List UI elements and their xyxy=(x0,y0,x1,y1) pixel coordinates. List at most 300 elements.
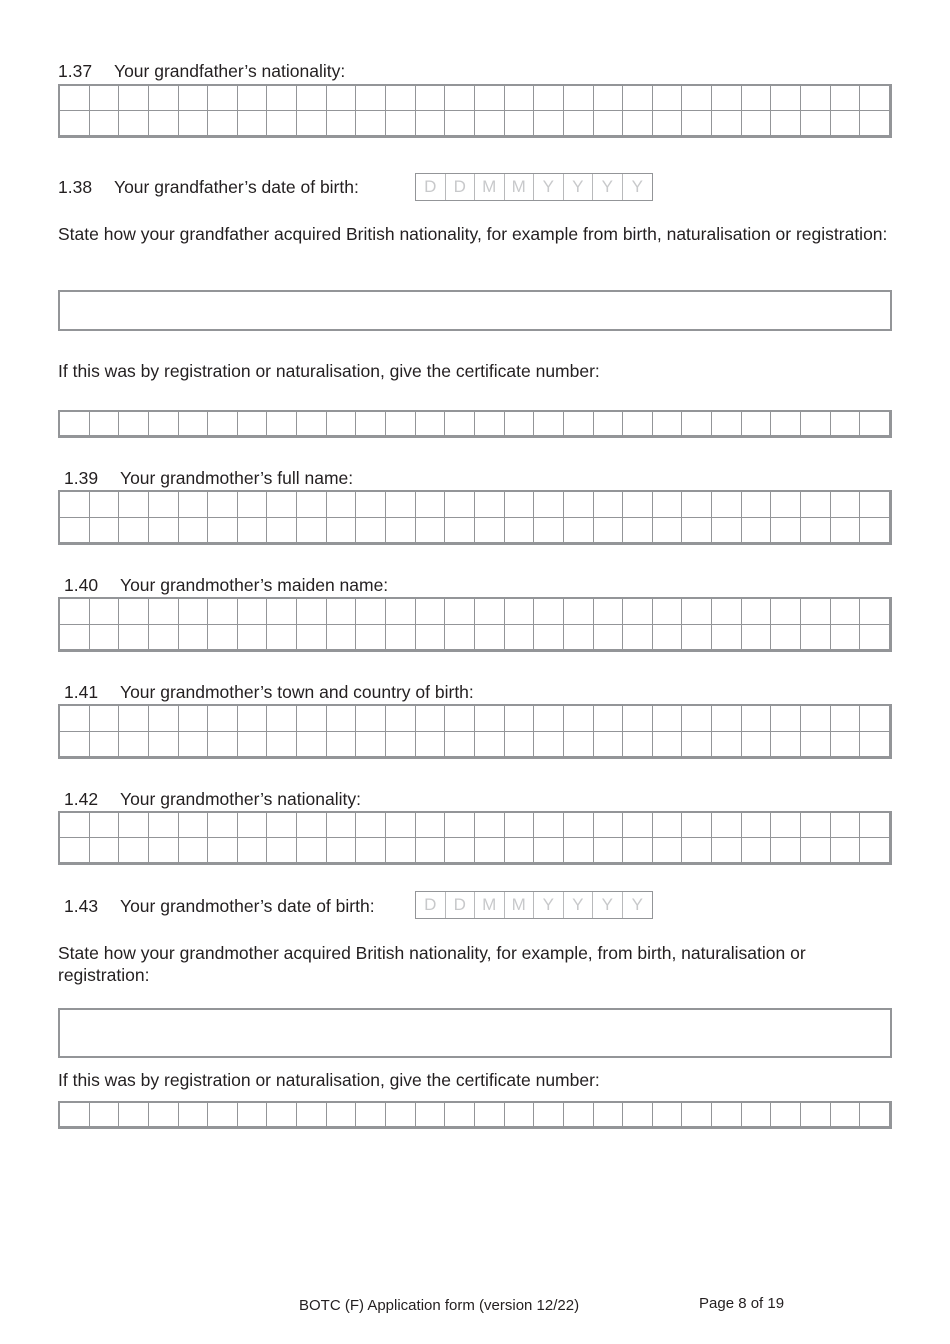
character-box[interactable] xyxy=(356,706,386,732)
grandmother-certificate-boxes[interactable] xyxy=(58,1101,892,1129)
character-box[interactable] xyxy=(534,813,564,838)
character-box[interactable] xyxy=(712,732,742,758)
character-box[interactable] xyxy=(742,518,772,544)
character-box[interactable] xyxy=(712,518,742,544)
character-box[interactable] xyxy=(208,625,238,651)
character-box[interactable] xyxy=(238,518,268,544)
character-box[interactable] xyxy=(416,492,446,518)
character-box[interactable] xyxy=(445,732,475,758)
character-box[interactable] xyxy=(119,706,149,732)
character-box[interactable] xyxy=(386,625,416,651)
grandfather-certificate-boxes[interactable] xyxy=(58,410,892,438)
character-box[interactable] xyxy=(149,412,179,436)
character-box[interactable] xyxy=(356,732,386,758)
character-box[interactable] xyxy=(594,518,624,544)
character-box[interactable] xyxy=(356,111,386,136)
character-box[interactable] xyxy=(564,625,594,651)
character-box[interactable] xyxy=(771,412,801,436)
character-box[interactable] xyxy=(682,111,712,136)
character-box[interactable] xyxy=(801,625,831,651)
character-box[interactable] xyxy=(682,599,712,625)
character-box[interactable] xyxy=(119,412,149,436)
character-box[interactable] xyxy=(356,518,386,544)
character-box[interactable] xyxy=(179,838,209,863)
grandmother-full-name-boxes[interactable] xyxy=(58,490,892,545)
character-box[interactable] xyxy=(445,492,475,518)
character-box[interactable] xyxy=(267,412,297,436)
character-box[interactable] xyxy=(327,518,357,544)
character-box[interactable] xyxy=(475,625,505,651)
character-box[interactable] xyxy=(623,111,653,136)
character-box[interactable] xyxy=(179,111,209,136)
character-box[interactable] xyxy=(564,732,594,758)
character-box[interactable] xyxy=(771,732,801,758)
character-box[interactable] xyxy=(119,1103,149,1127)
grandfather-dob-field[interactable] xyxy=(415,173,653,201)
character-box[interactable] xyxy=(682,625,712,651)
character-box[interactable] xyxy=(149,813,179,838)
character-box[interactable] xyxy=(682,492,712,518)
character-box[interactable] xyxy=(594,599,624,625)
character-box[interactable] xyxy=(60,518,90,544)
character-box[interactable] xyxy=(445,599,475,625)
character-box[interactable] xyxy=(801,492,831,518)
character-box[interactable] xyxy=(564,518,594,544)
character-box[interactable] xyxy=(416,111,446,136)
character-box[interactable] xyxy=(90,838,120,863)
character-box[interactable] xyxy=(623,625,653,651)
character-box[interactable] xyxy=(119,518,149,544)
character-box[interactable] xyxy=(653,412,683,436)
character-box[interactable] xyxy=(682,813,712,838)
character-box[interactable] xyxy=(149,111,179,136)
character-box[interactable] xyxy=(297,732,327,758)
character-box[interactable] xyxy=(386,732,416,758)
character-box[interactable] xyxy=(267,111,297,136)
character-box[interactable] xyxy=(179,599,209,625)
character-box[interactable] xyxy=(297,1103,327,1127)
character-box[interactable] xyxy=(682,1103,712,1127)
character-box[interactable] xyxy=(416,625,446,651)
character-box[interactable] xyxy=(297,518,327,544)
character-box[interactable] xyxy=(860,838,890,863)
character-box[interactable] xyxy=(801,838,831,863)
character-box[interactable] xyxy=(119,111,149,136)
character-box[interactable] xyxy=(90,111,120,136)
character-box[interactable] xyxy=(623,1103,653,1127)
character-box[interactable] xyxy=(445,86,475,111)
character-box[interactable] xyxy=(267,86,297,111)
character-box[interactable] xyxy=(742,1103,772,1127)
character-box[interactable] xyxy=(771,706,801,732)
character-box[interactable] xyxy=(742,732,772,758)
character-box[interactable] xyxy=(534,732,564,758)
character-box[interactable] xyxy=(90,599,120,625)
date-digit-box[interactable]: Y xyxy=(534,174,564,200)
character-box[interactable] xyxy=(594,813,624,838)
character-box[interactable] xyxy=(831,111,861,136)
character-box[interactable] xyxy=(771,599,801,625)
character-box[interactable] xyxy=(860,492,890,518)
grandmother-acquired-textbox[interactable] xyxy=(58,1008,892,1058)
character-box[interactable] xyxy=(238,838,268,863)
character-box[interactable] xyxy=(564,86,594,111)
character-box[interactable] xyxy=(475,599,505,625)
character-box[interactable] xyxy=(860,86,890,111)
character-box[interactable] xyxy=(267,1103,297,1127)
character-box[interactable] xyxy=(445,625,475,651)
character-box[interactable] xyxy=(327,732,357,758)
character-box[interactable] xyxy=(416,838,446,863)
character-box[interactable] xyxy=(119,599,149,625)
grandmother-maiden-name-boxes[interactable] xyxy=(58,597,892,652)
date-digit-box[interactable]: M xyxy=(475,174,505,200)
character-box[interactable] xyxy=(327,412,357,436)
character-box[interactable] xyxy=(386,518,416,544)
character-box[interactable] xyxy=(238,111,268,136)
character-box[interactable] xyxy=(238,732,268,758)
character-box[interactable] xyxy=(831,813,861,838)
character-box[interactable] xyxy=(386,599,416,625)
date-digit-box[interactable]: Y xyxy=(593,892,623,918)
character-box[interactable] xyxy=(594,412,624,436)
character-box[interactable] xyxy=(475,111,505,136)
character-box[interactable] xyxy=(564,599,594,625)
character-box[interactable] xyxy=(801,1103,831,1127)
character-box[interactable] xyxy=(416,412,446,436)
character-box[interactable] xyxy=(505,625,535,651)
character-box[interactable] xyxy=(60,492,90,518)
date-digit-box[interactable]: Y xyxy=(564,892,594,918)
date-digit-box[interactable]: M xyxy=(475,892,505,918)
date-digit-box[interactable]: Y xyxy=(631,895,643,914)
date-digit-box[interactable]: Y xyxy=(593,174,623,200)
character-box[interactable] xyxy=(356,813,386,838)
character-box[interactable] xyxy=(801,111,831,136)
character-box[interactable] xyxy=(860,732,890,758)
character-box[interactable] xyxy=(505,518,535,544)
character-box[interactable] xyxy=(475,86,505,111)
character-box[interactable] xyxy=(831,492,861,518)
character-box[interactable] xyxy=(208,412,238,436)
character-box[interactable] xyxy=(623,86,653,111)
character-box[interactable] xyxy=(860,625,890,651)
character-box[interactable] xyxy=(475,492,505,518)
character-box[interactable] xyxy=(119,732,149,758)
character-box[interactable] xyxy=(653,1103,683,1127)
character-box[interactable] xyxy=(475,838,505,863)
character-box[interactable] xyxy=(179,518,209,544)
character-box[interactable] xyxy=(60,86,90,111)
character-box[interactable] xyxy=(445,412,475,436)
character-box[interactable] xyxy=(594,732,624,758)
character-box[interactable] xyxy=(801,706,831,732)
character-box[interactable] xyxy=(238,599,268,625)
character-box[interactable] xyxy=(475,706,505,732)
character-box[interactable] xyxy=(208,706,238,732)
character-box[interactable] xyxy=(771,1103,801,1127)
character-box[interactable] xyxy=(771,86,801,111)
character-box[interactable] xyxy=(860,518,890,544)
character-box[interactable] xyxy=(534,706,564,732)
character-box[interactable] xyxy=(742,492,772,518)
character-box[interactable] xyxy=(356,412,386,436)
character-box[interactable] xyxy=(445,813,475,838)
character-box[interactable] xyxy=(445,1103,475,1127)
character-box[interactable] xyxy=(801,732,831,758)
character-box[interactable] xyxy=(712,706,742,732)
character-box[interactable] xyxy=(742,813,772,838)
character-box[interactable] xyxy=(179,625,209,651)
date-digit-box[interactable]: D xyxy=(446,892,476,918)
character-box[interactable] xyxy=(356,625,386,651)
character-box[interactable] xyxy=(445,518,475,544)
character-box[interactable] xyxy=(386,838,416,863)
character-box[interactable] xyxy=(682,838,712,863)
character-box[interactable] xyxy=(90,412,120,436)
character-box[interactable] xyxy=(860,412,890,436)
character-box[interactable] xyxy=(297,492,327,518)
character-box[interactable] xyxy=(386,813,416,838)
character-box[interactable] xyxy=(594,111,624,136)
character-box[interactable] xyxy=(623,518,653,544)
character-box[interactable] xyxy=(90,492,120,518)
character-box[interactable] xyxy=(416,813,446,838)
grandfather-acquired-textbox[interactable] xyxy=(58,290,892,331)
character-box[interactable] xyxy=(505,111,535,136)
character-box[interactable] xyxy=(238,1103,268,1127)
character-box[interactable] xyxy=(297,838,327,863)
character-box[interactable] xyxy=(149,732,179,758)
character-box[interactable] xyxy=(356,838,386,863)
character-box[interactable] xyxy=(208,813,238,838)
character-box[interactable] xyxy=(712,1103,742,1127)
character-box[interactable] xyxy=(534,492,564,518)
character-box[interactable] xyxy=(505,706,535,732)
character-box[interactable] xyxy=(831,706,861,732)
character-box[interactable] xyxy=(267,492,297,518)
character-box[interactable] xyxy=(60,599,90,625)
character-box[interactable] xyxy=(90,813,120,838)
character-box[interactable] xyxy=(534,1103,564,1127)
character-box[interactable] xyxy=(505,732,535,758)
character-box[interactable] xyxy=(238,412,268,436)
character-box[interactable] xyxy=(801,86,831,111)
character-box[interactable] xyxy=(505,599,535,625)
character-box[interactable] xyxy=(771,518,801,544)
character-box[interactable] xyxy=(90,1103,120,1127)
character-box[interactable] xyxy=(327,625,357,651)
character-box[interactable] xyxy=(771,625,801,651)
character-box[interactable] xyxy=(712,599,742,625)
character-box[interactable] xyxy=(208,518,238,544)
character-box[interactable] xyxy=(623,706,653,732)
character-box[interactable] xyxy=(149,492,179,518)
character-box[interactable] xyxy=(594,492,624,518)
character-box[interactable] xyxy=(179,492,209,518)
character-box[interactable] xyxy=(801,599,831,625)
character-box[interactable] xyxy=(327,492,357,518)
character-box[interactable] xyxy=(208,1103,238,1127)
character-box[interactable] xyxy=(445,706,475,732)
character-box[interactable] xyxy=(356,1103,386,1127)
character-box[interactable] xyxy=(119,813,149,838)
character-box[interactable] xyxy=(238,492,268,518)
character-box[interactable] xyxy=(831,86,861,111)
character-box[interactable] xyxy=(267,599,297,625)
character-box[interactable] xyxy=(238,813,268,838)
character-box[interactable] xyxy=(60,706,90,732)
character-box[interactable] xyxy=(475,732,505,758)
grandmother-nationality-boxes[interactable] xyxy=(58,811,892,865)
character-box[interactable] xyxy=(356,86,386,111)
character-box[interactable] xyxy=(712,625,742,651)
character-box[interactable] xyxy=(90,86,120,111)
character-box[interactable] xyxy=(60,813,90,838)
character-box[interactable] xyxy=(534,625,564,651)
character-box[interactable] xyxy=(564,111,594,136)
character-box[interactable] xyxy=(801,518,831,544)
character-box[interactable] xyxy=(445,838,475,863)
character-box[interactable] xyxy=(416,599,446,625)
character-box[interactable] xyxy=(564,1103,594,1127)
character-box[interactable] xyxy=(267,838,297,863)
character-box[interactable] xyxy=(534,86,564,111)
character-box[interactable] xyxy=(712,492,742,518)
character-box[interactable] xyxy=(149,86,179,111)
character-box[interactable] xyxy=(297,599,327,625)
character-box[interactable] xyxy=(712,412,742,436)
character-box[interactable] xyxy=(653,492,683,518)
character-box[interactable] xyxy=(445,111,475,136)
character-box[interactable] xyxy=(831,1103,861,1127)
character-box[interactable] xyxy=(653,518,683,544)
character-box[interactable] xyxy=(564,412,594,436)
character-box[interactable] xyxy=(594,625,624,651)
character-box[interactable] xyxy=(742,412,772,436)
character-box[interactable] xyxy=(297,111,327,136)
character-box[interactable] xyxy=(653,732,683,758)
character-box[interactable] xyxy=(682,86,712,111)
character-box[interactable] xyxy=(90,518,120,544)
character-box[interactable] xyxy=(238,86,268,111)
character-box[interactable] xyxy=(475,412,505,436)
character-box[interactable] xyxy=(208,732,238,758)
character-box[interactable] xyxy=(860,111,890,136)
character-box[interactable] xyxy=(297,412,327,436)
character-box[interactable] xyxy=(831,518,861,544)
character-box[interactable] xyxy=(238,706,268,732)
character-box[interactable] xyxy=(179,732,209,758)
character-box[interactable] xyxy=(149,599,179,625)
character-box[interactable] xyxy=(386,492,416,518)
character-box[interactable] xyxy=(801,813,831,838)
character-box[interactable] xyxy=(267,518,297,544)
character-box[interactable] xyxy=(386,706,416,732)
character-box[interactable] xyxy=(623,813,653,838)
character-box[interactable] xyxy=(682,412,712,436)
character-box[interactable] xyxy=(119,838,149,863)
character-box[interactable] xyxy=(327,706,357,732)
character-box[interactable] xyxy=(623,492,653,518)
character-box[interactable] xyxy=(208,492,238,518)
character-box[interactable] xyxy=(534,599,564,625)
character-box[interactable] xyxy=(860,706,890,732)
character-box[interactable] xyxy=(623,732,653,758)
date-digit-box[interactable]: Y xyxy=(631,177,643,196)
character-box[interactable] xyxy=(386,111,416,136)
character-box[interactable] xyxy=(179,813,209,838)
character-box[interactable] xyxy=(297,706,327,732)
character-box[interactable] xyxy=(623,838,653,863)
date-digit-box[interactable]: Y xyxy=(564,174,594,200)
character-box[interactable] xyxy=(475,1103,505,1127)
character-box[interactable] xyxy=(327,111,357,136)
character-box[interactable] xyxy=(623,599,653,625)
character-box[interactable] xyxy=(682,732,712,758)
character-box[interactable] xyxy=(564,706,594,732)
character-box[interactable] xyxy=(60,732,90,758)
character-box[interactable] xyxy=(60,111,90,136)
character-box[interactable] xyxy=(386,1103,416,1127)
character-box[interactable] xyxy=(505,838,535,863)
character-box[interactable] xyxy=(416,1103,446,1127)
character-box[interactable] xyxy=(179,412,209,436)
character-box[interactable] xyxy=(831,625,861,651)
character-box[interactable] xyxy=(564,492,594,518)
character-box[interactable] xyxy=(564,838,594,863)
character-box[interactable] xyxy=(682,518,712,544)
character-box[interactable] xyxy=(594,86,624,111)
character-box[interactable] xyxy=(267,732,297,758)
character-box[interactable] xyxy=(594,706,624,732)
character-box[interactable] xyxy=(653,599,683,625)
character-box[interactable] xyxy=(712,111,742,136)
character-box[interactable] xyxy=(653,625,683,651)
character-box[interactable] xyxy=(179,86,209,111)
character-box[interactable] xyxy=(742,111,772,136)
character-box[interactable] xyxy=(534,518,564,544)
character-box[interactable] xyxy=(386,86,416,111)
date-digit-box[interactable]: D xyxy=(446,174,476,200)
character-box[interactable] xyxy=(860,813,890,838)
character-box[interactable] xyxy=(742,838,772,863)
grandmother-dob-field[interactable] xyxy=(415,891,653,919)
character-box[interactable] xyxy=(238,625,268,651)
character-box[interactable] xyxy=(594,1103,624,1127)
character-box[interactable] xyxy=(208,838,238,863)
character-box[interactable] xyxy=(534,111,564,136)
character-box[interactable] xyxy=(327,1103,357,1127)
date-digit-box[interactable]: Y xyxy=(534,892,564,918)
character-box[interactable] xyxy=(297,625,327,651)
character-box[interactable] xyxy=(267,813,297,838)
character-box[interactable] xyxy=(119,86,149,111)
character-box[interactable] xyxy=(416,86,446,111)
character-box[interactable] xyxy=(149,625,179,651)
character-box[interactable] xyxy=(297,86,327,111)
character-box[interactable] xyxy=(742,706,772,732)
character-box[interactable] xyxy=(267,625,297,651)
character-box[interactable] xyxy=(712,813,742,838)
character-box[interactable] xyxy=(653,111,683,136)
character-box[interactable] xyxy=(801,412,831,436)
date-digit-box[interactable]: M xyxy=(505,174,535,200)
character-box[interactable] xyxy=(564,813,594,838)
character-box[interactable] xyxy=(653,838,683,863)
date-digit-box[interactable]: M xyxy=(505,892,535,918)
character-box[interactable] xyxy=(505,1103,535,1127)
